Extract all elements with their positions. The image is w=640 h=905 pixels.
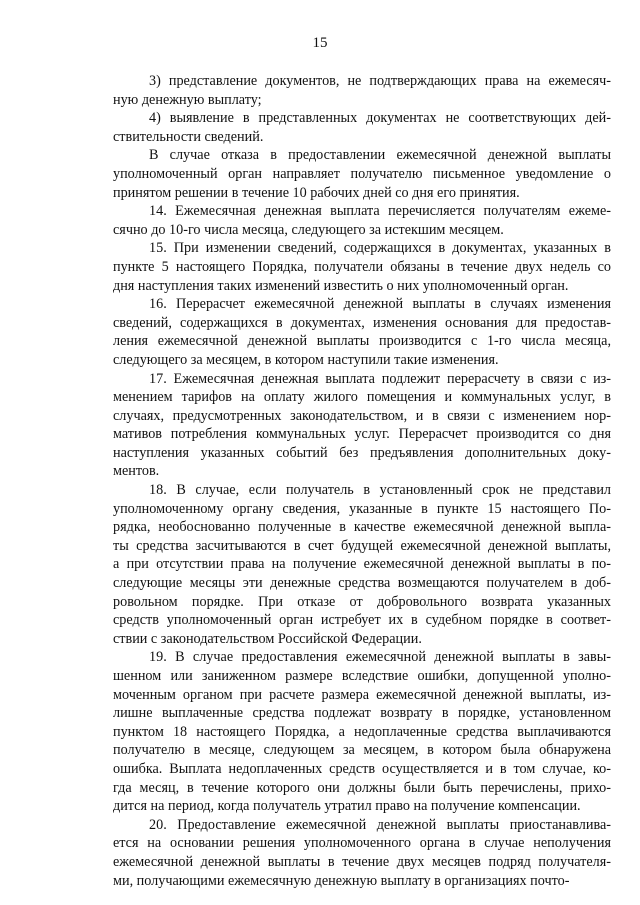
text-line: шенном или заниженном размере вследствие ошибки, допущенной уполно- bbox=[113, 668, 611, 684]
page-number: 15 bbox=[312, 35, 328, 51]
paragraph bbox=[113, 146, 611, 202]
document-body bbox=[113, 72, 611, 890]
text-line: ровольном порядке. При отказе от добровольного возврата указанных bbox=[113, 593, 611, 610]
text-line: 4) выявление в представленных документах не соответствующих дей- bbox=[149, 110, 611, 127]
paragraph bbox=[113, 239, 611, 295]
paragraph bbox=[113, 109, 611, 146]
text-line: случаях, предусмотренных законодательством, и в связи с изменением нор- bbox=[113, 407, 611, 424]
text-line: сячно до 10-го числа месяца, следующего за истекшим месяцем. bbox=[113, 221, 504, 238]
text-line: рядка, необоснованно полученные в качестве ежемесячной денежной выпла- bbox=[113, 519, 611, 536]
text-line: ется на основании решения уполномоченного органа в случае неполучения bbox=[113, 835, 611, 852]
text-line: лишне выплаченные средства подлежат возврату в порядке, установленном bbox=[113, 705, 611, 722]
text-line: 16. Перерасчет ежемесячной денежной выплаты в случаях изменения bbox=[149, 296, 611, 313]
text-line: 14. Ежемесячная денежная выплата перечисляется получателям ежеме- bbox=[149, 203, 611, 220]
text-line: дится на период, когда получатель утратил право на получение компенсации. bbox=[113, 798, 581, 815]
text-line: ежемесячной денежной выплаты в течение двух месяцев подряд получателя- bbox=[113, 853, 611, 870]
text-line: гда месяц, в течение которого они должны были быть перечислены, прихо- bbox=[113, 779, 611, 796]
text-line: 18. В случае, если получатель в установленный срок не представил bbox=[149, 482, 611, 499]
text-line: сведений, содержащихся в документах, изменения основания для предостав- bbox=[113, 314, 611, 331]
paragraph bbox=[113, 816, 611, 890]
text-line: пунктом 18 настоящего Порядка, а недоплаченные средства выплачиваются bbox=[113, 723, 611, 740]
text-line: моченным органом при расчете размера ежемесячной денежной выплаты, из- bbox=[113, 686, 611, 703]
text-line: средств уполномоченный орган истребует их в судебном порядке в соответ- bbox=[113, 612, 611, 629]
text-line: наступления указанных событий без предъявления дополнительных доку- bbox=[113, 444, 611, 461]
paragraph bbox=[113, 481, 611, 648]
text-line: ментов. bbox=[113, 463, 160, 480]
text-line: ствительности сведений. bbox=[113, 128, 264, 145]
text-line: пункте 5 настоящего Порядка, получатели обязаны в течение двух недель со bbox=[113, 258, 611, 275]
paragraph bbox=[113, 72, 611, 109]
text-line: а при отсутствии права на получение ежемесячной денежной выплаты в по- bbox=[113, 556, 611, 573]
paragraph bbox=[113, 202, 611, 239]
text-line: уполномоченному органу сведения, указанные в пункте 15 настоящего По- bbox=[113, 500, 611, 517]
text-line: ми, получающими ежемесячную денежную выплату в организациях почто- bbox=[113, 872, 570, 889]
text-line: следующего за месяцем, в котором наступили такие изменения. bbox=[113, 351, 499, 368]
text-line: уполномоченный орган направляет получателю письменное уведомление о bbox=[113, 165, 611, 182]
text-line: 17. Ежемесячная денежная выплата подлежит перерасчету в связи с из- bbox=[149, 370, 611, 387]
text-line: 3) представление документов, не подтверждающих права на ежемесяч- bbox=[149, 73, 611, 89]
paragraph bbox=[113, 295, 611, 369]
text-line: следующие месяцы эти денежные средства возмещаются получателем в доб- bbox=[113, 575, 611, 592]
text-line: 19. В случае предоставления ежемесячной денежной выплаты в завы- bbox=[149, 649, 611, 666]
text-line: мативов потребления коммунальных услуг. Перерасчет производится со дня bbox=[113, 426, 611, 443]
paragraph bbox=[113, 648, 611, 815]
paragraph bbox=[113, 370, 611, 482]
text-line: принятом решении в течение 10 рабочих дней со дня его принятия. bbox=[113, 184, 520, 201]
text-line: 20. Предоставление ежемесячной денежной выплаты приостанавлива- bbox=[149, 816, 611, 833]
text-line: В случае отказа в предоставлении ежемесячной денежной выплаты bbox=[149, 147, 611, 164]
text-line: ную денежную выплату; bbox=[113, 91, 262, 108]
text-line: ления ежемесячной денежной выплаты производится с 1-го числа месяца, bbox=[113, 333, 611, 350]
text-line: 15. При изменении сведений, содержащихся в документах, указанных в bbox=[149, 240, 611, 257]
text-line: получателю в месяце, следующем за месяцем, в котором была обнаружена bbox=[113, 742, 611, 759]
text-line: ты средства засчитываются в счет будущей ежемесячной денежной выплаты, bbox=[113, 537, 611, 554]
text-line: дня наступления таких изменений известить о них уполномоченный орган. bbox=[113, 277, 569, 294]
text-line: ошибка. Выплата недоплаченных средств осуществляется и в том случае, ко- bbox=[113, 760, 611, 777]
text-line: менением тарифов на оплату жилого помещения и коммунальных услуг, в bbox=[113, 389, 611, 406]
text-line: ствии с законодательством Российской Федерации. bbox=[113, 630, 422, 647]
